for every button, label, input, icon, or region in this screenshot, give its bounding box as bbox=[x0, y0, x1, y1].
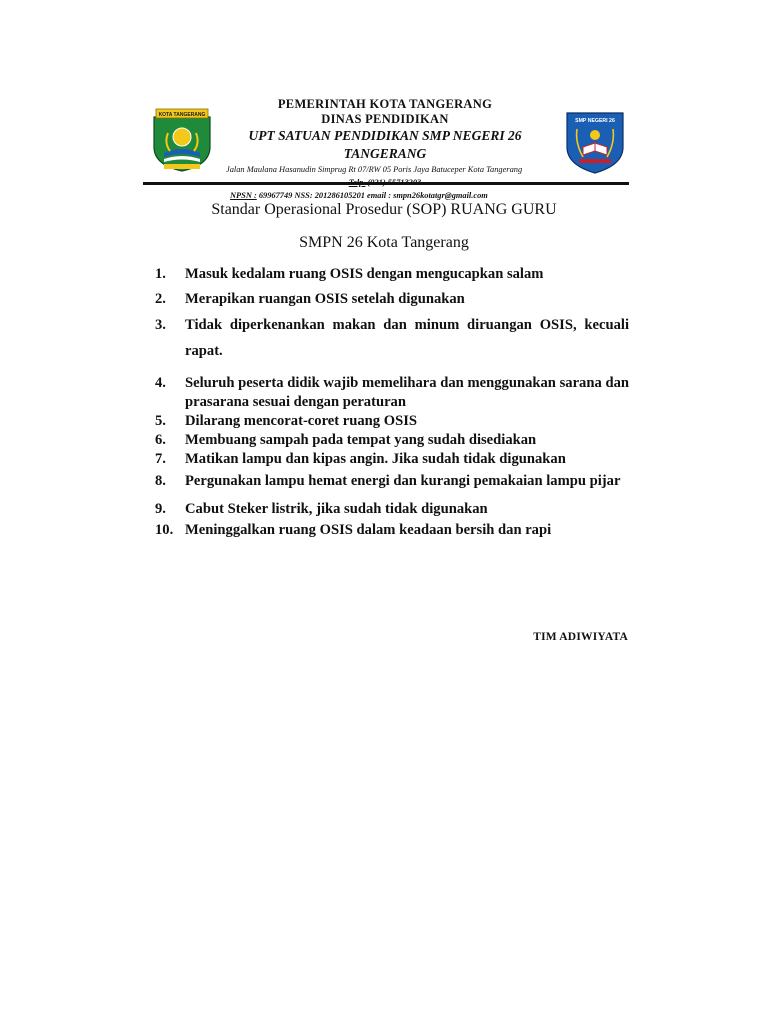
list-item bbox=[155, 312, 629, 364]
npsn-details: 69967749 NSS: 201286105201 email : smpn26kotatgr@gmail.com bbox=[258, 191, 488, 200]
list-item bbox=[155, 450, 629, 469]
kota-tangerang-logo-icon bbox=[150, 107, 214, 173]
list-item bbox=[155, 500, 629, 519]
letterhead-text bbox=[210, 96, 560, 202]
rule-text: Seluruh peserta didik wajib memelihara dan menggunakan sarana dan prasarana sesuai dengan peraturan bbox=[185, 375, 629, 410]
signature: TIM ADIWIYATA bbox=[533, 631, 628, 643]
rule-number: 3. bbox=[155, 317, 166, 333]
rule-text: Dilarang mencorat-coret ruang OSIS bbox=[185, 413, 417, 429]
list-item bbox=[155, 412, 629, 431]
rule-number: 10. bbox=[155, 522, 174, 538]
rule-number: 1. bbox=[155, 266, 166, 282]
rule-text: Meninggalkan ruang OSIS dalam keadaan bersih dan rapi bbox=[185, 522, 552, 538]
svg-text:SMP NEGERI 26: SMP NEGERI 26 bbox=[575, 118, 615, 124]
school-name: UPT SATUAN PENDIDIKAN SMP NEGERI 26 TANGERANG bbox=[248, 128, 522, 161]
letterhead-divider bbox=[143, 182, 629, 185]
document-subtitle: SMPN 26 Kota Tangerang bbox=[299, 234, 469, 251]
list-item bbox=[155, 521, 629, 540]
rule-number: 2. bbox=[155, 291, 166, 307]
list-item bbox=[155, 287, 629, 312]
svg-text:KOTA TANGERANG: KOTA TANGERANG bbox=[158, 112, 206, 118]
rule-text: Pergunakan lampu hemat energi dan kurangi pemakaian lampu pijar bbox=[185, 473, 621, 489]
rule-text: Merapikan ruangan OSIS setelah digunakan bbox=[185, 291, 465, 307]
document-title: Standar Operasional Prosedur (SOP) RUANG GURU bbox=[211, 201, 557, 218]
rule-number: 6. bbox=[155, 432, 166, 448]
department-name: DINAS PENDIDIKAN bbox=[321, 112, 449, 126]
rule-text: Tidak diperkenankan makan dan minum diruangan OSIS, kecuali rapat. bbox=[185, 317, 629, 359]
list-item bbox=[155, 431, 629, 450]
rule-number: 5. bbox=[155, 413, 166, 429]
rule-number: 8. bbox=[155, 473, 166, 489]
government-name: PEMERINTAH KOTA TANGERANG bbox=[277, 97, 493, 111]
rule-number: 7. bbox=[155, 451, 166, 467]
rule-number: 4. bbox=[155, 375, 166, 391]
smp-negeri-26-logo-icon bbox=[563, 109, 627, 175]
rule-text: Membuang sampah pada tempat yang sudah disediakan bbox=[185, 432, 537, 448]
letterhead bbox=[0, 0, 768, 200]
list-item bbox=[155, 469, 629, 494]
school-address: Jalan Maulana Hasanudin Simprug Rt 07/RW 05 Poris Jaya Batuceper Kota Tangerang bbox=[226, 165, 523, 174]
rule-text: Cabut Steker listrik, jika sudah tidak digunakan bbox=[185, 501, 488, 517]
rule-number: 9. bbox=[155, 501, 166, 517]
rule-text: Matikan lampu dan kipas angin. Jika sudah tidak digunakan bbox=[185, 451, 566, 467]
list-item bbox=[155, 262, 629, 287]
list-item bbox=[155, 374, 629, 412]
rule-text: Masuk kedalam ruang OSIS dengan mengucapkan salam bbox=[185, 266, 544, 282]
npsn-label: NPSN : bbox=[230, 191, 257, 200]
sop-rules-list bbox=[155, 262, 629, 540]
